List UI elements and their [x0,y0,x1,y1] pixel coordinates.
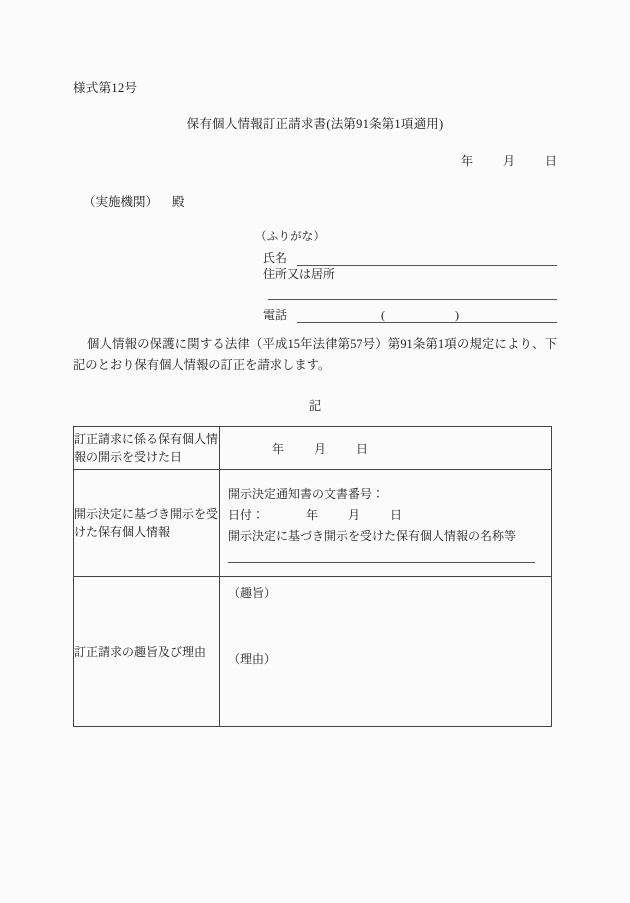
telephone-input-rule[interactable] [297,307,557,323]
document-date-label: 日付： [228,508,265,522]
date-month-label: 月 [502,154,515,168]
row1-year-label: 年 [272,441,285,456]
row-value-purpose-reason[interactable] [220,577,552,727]
form-table [73,426,552,727]
information-name-input-rule[interactable] [228,561,535,563]
name-label: 氏名 [263,251,288,265]
addressee-organization: （実施機関） [83,195,159,209]
telephone-label: 電話 [263,308,288,322]
document-date-units [306,508,402,522]
row2-month-label: 月 [348,508,361,522]
row-value-disclosure-date[interactable] [220,427,552,470]
name-field-row [255,247,557,266]
row2-day-label: 日 [390,508,403,522]
table-row [74,470,552,577]
furigana-label: （ふりがな） [255,231,326,243]
document-date-line [228,505,541,526]
row1-day-label: 日 [356,441,369,456]
page-title: 保有個人情報訂正請求書(法第91条第1項適用) [186,117,444,131]
telephone-field-row [255,304,557,323]
telephone-paren-close: ) [455,308,460,322]
applicant-block [255,229,557,323]
address-field-row [255,266,557,300]
information-name-line: 開示決定に基づき開示を受けた保有個人情報の名称等 [228,529,517,543]
row1-month-label: 月 [314,441,327,456]
addressee-honorific: 殿 [172,195,185,209]
table-row [74,427,552,470]
address-label: 住所又は居所 [263,267,336,281]
addressee [83,192,185,210]
purpose-label: （趣旨） [228,586,277,600]
form-number: 様式第12号 [73,81,138,95]
reason-label: （理由） [228,652,277,666]
name-input-rule[interactable] [297,251,557,266]
disclosure-date-units [272,442,368,456]
address-input-rule[interactable] [268,298,557,300]
body-paragraph: 個人情報の保護に関する法律（平成15年法律第57号）第91条第1項の規定により、下記のとおり保有個人情報の訂正を請求します。 [73,337,557,372]
date-day-label: 日 [544,154,557,168]
row2-year-label: 年 [306,508,319,522]
header-date-line [461,152,557,169]
document-number-line: 開示決定通知書の文書番号： [228,487,385,501]
row-label-purpose-reason: 訂正請求の趣旨及び理由 [74,577,220,727]
ki-heading: 記 [308,399,322,413]
row-label-disclosed-info: 開示決定に基づき開示を受けた保有個人情報 [74,470,220,577]
row-label-disclosure-date: 訂正請求に係る保有個人情報の開示を受けた日 [74,427,220,470]
telephone-paren-open: ( [381,308,386,322]
table-row [74,577,552,727]
date-year-label: 年 [460,154,473,168]
row-value-disclosed-info[interactable] [220,470,552,577]
